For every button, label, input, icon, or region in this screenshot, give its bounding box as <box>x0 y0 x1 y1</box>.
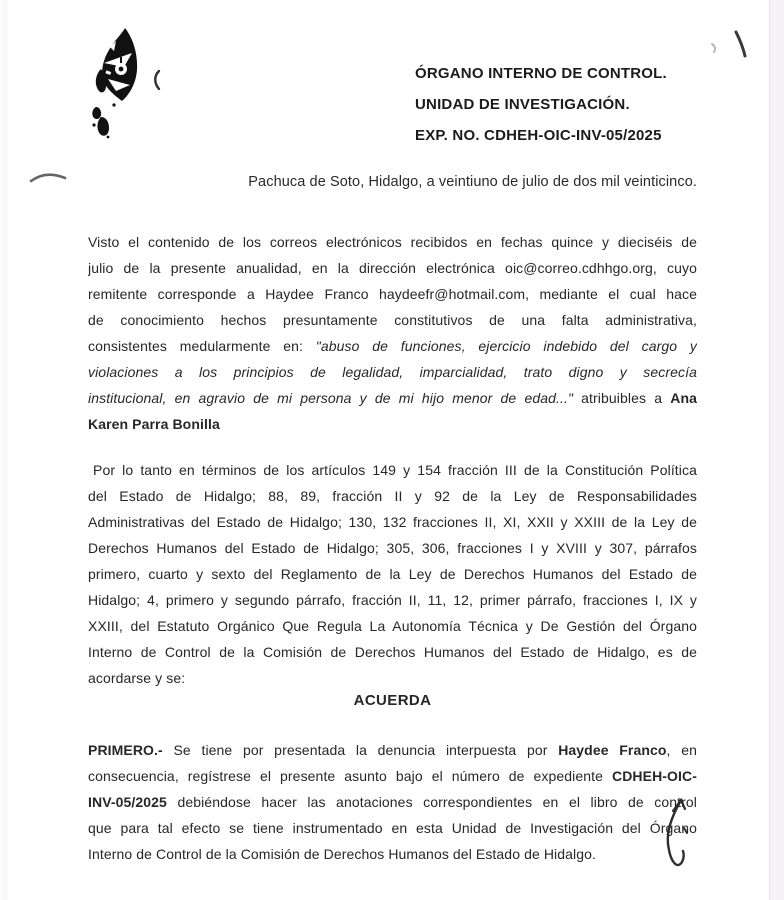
document-body <box>88 229 697 887</box>
text-line <box>88 333 697 359</box>
text-segment: , en <box>666 742 697 758</box>
text-line <box>88 639 697 665</box>
text-segment: Hidalgo; 4, primero y segundo párrafo, fracción II, 11, 12, primer párrafo, fracciones I, IX y <box>88 592 697 608</box>
text-line <box>88 815 697 841</box>
text-segment: Visto el contenido de los correos electrónicos recibidos en fechas quince y dieciséis de <box>88 234 697 250</box>
text-segment: INV-05/2025 <box>88 794 167 810</box>
text-segment: de conocimiento hechos presuntamente constitutivos de una falta administrativa, <box>88 312 697 328</box>
text-segment: Por lo tanto en términos de los artículos 149 y 154 fracción III de la Constitución Política <box>93 462 697 478</box>
text-segment: que para tal efecto se tiene instrumentado en esta Unidad de Investigación del Órgano <box>88 820 697 836</box>
dateline: Pachuca de Soto, Hidalgo, a veintiuno de julio de dos mil veinticinco. <box>248 174 697 190</box>
text-line <box>88 613 697 639</box>
cdheh-ink-stamp-logo <box>88 27 146 139</box>
text-segment: "abuso de funciones, ejercicio indebido del cargo y <box>315 338 697 354</box>
text-line <box>88 561 697 587</box>
text-line <box>88 281 697 307</box>
text-segment: Derechos Humanos del Estado de Hidalgo; 305, 306, fracciones I y XVIII y 307, párrafos <box>88 540 697 556</box>
ink-paren-mark <box>149 68 163 92</box>
text-segment: Administrativas del Estado de Hidalgo; 130, 132 fracciones II, XI, XXII y XXIII de la Ley de <box>88 514 697 530</box>
paragraph-visto <box>88 229 697 437</box>
text-segment: Interno de Control de la Comisión de Derechos Humanos del Estado de Hidalgo, es de <box>88 644 697 660</box>
text-segment: acordarse y se: <box>88 670 186 686</box>
text-line <box>88 841 697 867</box>
text-line <box>88 255 697 281</box>
text-line <box>88 229 697 255</box>
text-segment: Se tiene por presentada la denuncia interpuesta por <box>162 742 559 758</box>
text-line <box>88 587 697 613</box>
text-line <box>88 411 697 437</box>
text-segment: remitente corresponde a Haydee Franco haydeefr@hotmail.com, mediante el cual hace <box>88 286 697 302</box>
text-segment: Karen Parra Bonilla <box>88 416 220 432</box>
text-segment: Interno de Control de la Comisión de Derechos Humanos del Estado de Hidalgo. <box>88 846 596 862</box>
text-segment: debiéndose hacer las anotaciones correspondientes en el libro de control <box>166 794 697 810</box>
letterhead-organo: ÓRGANO INTERNO DE CONTROL. <box>415 65 667 82</box>
text-segment: primero, cuarto y sexto del Reglamento de la Ley de Derechos Humanos del Estado de <box>88 566 697 582</box>
text-segment: consecuencia, regístrese el presente asunto bajo el número de expediente <box>88 768 612 784</box>
text-segment: XXIII, del Estatuto Orgánico Que Regula La Autonomía Técnica y De Gestión del Órgano <box>88 618 697 634</box>
text-segment: violaciones a los principios de legalidad, imparcialidad, trato digno y secrecía <box>88 364 697 380</box>
text-line <box>88 789 697 815</box>
text-line <box>88 763 697 789</box>
scan-edge-left <box>0 0 7 900</box>
text-line <box>88 535 697 561</box>
letterhead-unidad: UNIDAD DE INVESTIGACIÓN. <box>415 96 630 113</box>
paragraph-fundamento <box>88 457 697 691</box>
letterhead-expediente: EXP. NO. CDHEH-OIC-INV-05/2025 <box>415 127 662 144</box>
letterhead <box>415 58 715 151</box>
text-segment: del Estado de Hidalgo; 88, 89, fracción II y 92 de la Ley de Responsabilidades <box>88 488 697 504</box>
acuerda-heading <box>88 688 697 714</box>
handwritten-arc-mark <box>27 166 69 190</box>
text-segment: institucional, en agravio de mi persona y de mi hijo menor de edad..." <box>88 390 574 406</box>
text-segment: ACUERDA <box>353 692 432 709</box>
text-line <box>88 737 697 763</box>
paragraph-primero <box>88 737 697 867</box>
text-line <box>88 483 697 509</box>
text-segment: atribuibles a <box>573 390 671 406</box>
text-segment: consistentes medularmente en: <box>88 338 316 354</box>
text-line <box>88 307 697 333</box>
text-segment: Ana <box>670 390 697 406</box>
text-line <box>88 385 697 411</box>
text-segment: Haydee Franco <box>558 742 667 758</box>
scan-edge-right <box>769 0 784 900</box>
text-segment: CDHEH-OIC- <box>612 768 697 784</box>
text-segment: julio de la presente anualidad, en la dirección electrónica oic@correo.cdhhgo.org, cuyo <box>88 260 697 276</box>
text-line <box>88 509 697 535</box>
text-line <box>88 457 697 483</box>
text-line <box>88 688 697 714</box>
text-segment: PRIMERO.- <box>88 742 163 758</box>
text-line <box>88 359 697 385</box>
